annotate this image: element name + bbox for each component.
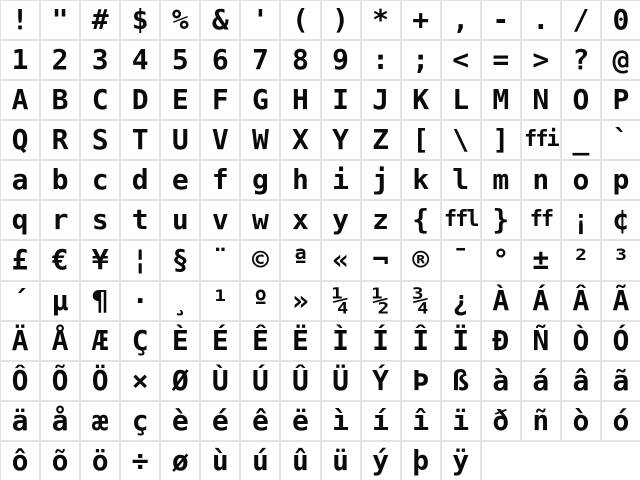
glyph-cell: < (442, 41, 480, 79)
glyph-cell: & (201, 1, 239, 39)
glyph-cell: û (281, 442, 319, 480)
glyph-cell: a (1, 161, 39, 199)
glyph-cell: ü (322, 442, 360, 480)
glyph-cell: ¢ (602, 201, 640, 239)
glyph-cell: ê (241, 402, 279, 440)
glyph-cell: ! (1, 1, 39, 39)
glyph-cell: - (482, 1, 520, 39)
glyph-cell: } (482, 201, 520, 239)
glyph-cell: ï (442, 402, 480, 440)
glyph-cell: 8 (281, 41, 319, 79)
glyph-cell: ² (562, 241, 600, 279)
glyph-cell: Ã (602, 282, 640, 320)
glyph-cell: ff (522, 201, 560, 239)
glyph-cell: ö (81, 442, 119, 480)
glyph-cell: Ç (121, 322, 159, 360)
glyph-cell: À (482, 282, 520, 320)
glyph-cell: ¸ (161, 282, 199, 320)
glyph-cell: € (41, 241, 79, 279)
glyph-cell: : (362, 41, 400, 79)
glyph-cell: P (602, 81, 640, 119)
glyph-cell: þ (402, 442, 440, 480)
glyph-cell: A (1, 81, 39, 119)
glyph-cell: ] (482, 121, 520, 159)
glyph-cell: y (322, 201, 360, 239)
glyph-cell: C (81, 81, 119, 119)
glyph-cell: O (562, 81, 600, 119)
glyph-cell: R (41, 121, 79, 159)
glyph-cell: e (161, 161, 199, 199)
glyph-cell: 3 (81, 41, 119, 79)
glyph-cell: Ö (81, 362, 119, 400)
glyph-cell: ë (281, 402, 319, 440)
glyph-cell: l (442, 161, 480, 199)
glyph-cell: ù (201, 442, 239, 480)
glyph-cell: Ô (1, 362, 39, 400)
glyph-cell: » (281, 282, 319, 320)
glyph-cell: W (241, 121, 279, 159)
glyph-cell: T (121, 121, 159, 159)
glyph-cell: 5 (161, 41, 199, 79)
glyph-cell: ½ (362, 282, 400, 320)
glyph-cell: d (121, 161, 159, 199)
glyph-cell: J (362, 81, 400, 119)
glyph-cell: " (41, 1, 79, 39)
glyph-cell: Î (402, 322, 440, 360)
glyph-cell: / (562, 1, 600, 39)
glyph-cell: ÿ (442, 442, 480, 480)
glyph-cell: ª (281, 241, 319, 279)
glyph-cell: Y (322, 121, 360, 159)
glyph-cell: § (161, 241, 199, 279)
glyph-cell: Ð (482, 322, 520, 360)
glyph-cell: Q (1, 121, 39, 159)
glyph-cell: g (241, 161, 279, 199)
glyph-cell: Æ (81, 322, 119, 360)
glyph-cell: å (41, 402, 79, 440)
glyph-cell: ¦ (121, 241, 159, 279)
glyph-cell: ì (322, 402, 360, 440)
glyph-cell: ¬ (362, 241, 400, 279)
glyph-cell: ¶ (81, 282, 119, 320)
glyph-cell: \ (442, 121, 480, 159)
glyph-cell: f (201, 161, 239, 199)
glyph-cell: k (402, 161, 440, 199)
glyph-cell: 7 (241, 41, 279, 79)
glyph-cell: z (362, 201, 400, 239)
glyph-cell: c (81, 161, 119, 199)
glyph-cell: ) (322, 1, 360, 39)
glyph-cell: ç (121, 402, 159, 440)
glyph-cell: Þ (402, 362, 440, 400)
glyph-cell: p (602, 161, 640, 199)
glyph-cell: Z (362, 121, 400, 159)
glyph-cell: ¡ (562, 201, 600, 239)
glyph-cell: Í (362, 322, 400, 360)
glyph-cell: B (41, 81, 79, 119)
glyph-cell: è (161, 402, 199, 440)
glyph-cell: ñ (522, 402, 560, 440)
glyph-cell: 4 (121, 41, 159, 79)
glyph-cell: Ó (602, 322, 640, 360)
glyph-cell: X (281, 121, 319, 159)
glyph-cell: ® (402, 241, 440, 279)
glyph-cell: 9 (322, 41, 360, 79)
glyph-cell: É (201, 322, 239, 360)
glyph-cell: Ï (442, 322, 480, 360)
glyph-cell: © (241, 241, 279, 279)
glyph-cell: ß (442, 362, 480, 400)
glyph-cell: D (121, 81, 159, 119)
glyph-cell: x (281, 201, 319, 239)
glyph-cell: Ù (201, 362, 239, 400)
glyph-cell: ã (602, 362, 640, 400)
glyph-cell: ¾ (402, 282, 440, 320)
glyph-cell: + (402, 1, 440, 39)
glyph-cell: M (482, 81, 520, 119)
glyph-cell: Ñ (522, 322, 560, 360)
glyph-cell: Ë (281, 322, 319, 360)
glyph-cell: º (241, 282, 279, 320)
glyph-cell: @ (602, 41, 640, 79)
glyph-cell: ³ (602, 241, 640, 279)
glyph-cell: ú (241, 442, 279, 480)
glyph-cell: E (161, 81, 199, 119)
glyph-cell: 0 (602, 1, 640, 39)
glyph-cell: S (81, 121, 119, 159)
glyph-cell: m (482, 161, 520, 199)
glyph-cell: Ú (241, 362, 279, 400)
glyph-cell: ( (281, 1, 319, 39)
glyph-cell: L (442, 81, 480, 119)
glyph-cell: q (1, 201, 39, 239)
glyph-cell: 2 (41, 41, 79, 79)
glyph-cell: ; (402, 41, 440, 79)
glyph-cell: N (522, 81, 560, 119)
glyph-cell: V (201, 121, 239, 159)
glyph-cell: ÷ (121, 442, 159, 480)
glyph-cell: Ä (1, 322, 39, 360)
glyph-cell: K (402, 81, 440, 119)
glyph-cell: G (241, 81, 279, 119)
glyph-cell: ? (562, 41, 600, 79)
glyph-cell: Ê (241, 322, 279, 360)
glyph-cell: ` (602, 121, 640, 159)
glyph-cell: î (402, 402, 440, 440)
glyph-cell: ¨ (201, 241, 239, 279)
glyph-cell: ¯ (442, 241, 480, 279)
glyph-cell: H (281, 81, 319, 119)
glyph-cell: ò (562, 402, 600, 440)
glyph-cell: ô (1, 442, 39, 480)
glyph-cell: ð (482, 402, 520, 440)
glyph-cell: u (161, 201, 199, 239)
glyph-cell: i (322, 161, 360, 199)
glyph-cell: á (522, 362, 560, 400)
glyph-cell: Ø (161, 362, 199, 400)
glyph-cell: È (161, 322, 199, 360)
glyph-cell: ' (241, 1, 279, 39)
glyph-cell: à (482, 362, 520, 400)
glyph-cell: Ü (322, 362, 360, 400)
glyph-cell: ý (362, 442, 400, 480)
glyph-cell: > (522, 41, 560, 79)
glyph-cell: í (362, 402, 400, 440)
glyph-cell: j (362, 161, 400, 199)
glyph-cell: U (161, 121, 199, 159)
glyph-cell: v (201, 201, 239, 239)
empty-area (482, 442, 640, 480)
glyph-cell: b (41, 161, 79, 199)
glyph-cell: ffi (522, 121, 560, 159)
glyph-cell: I (322, 81, 360, 119)
glyph-cell: ° (482, 241, 520, 279)
glyph-cell: ¼ (322, 282, 360, 320)
glyph-cell: 1 (1, 41, 39, 79)
glyph-cell: ¹ (201, 282, 239, 320)
glyph-cell: × (121, 362, 159, 400)
glyph-cell: Å (41, 322, 79, 360)
glyph-cell: w (241, 201, 279, 239)
glyph-cell: n (522, 161, 560, 199)
glyph-cell: F (201, 81, 239, 119)
glyph-cell: Ý (362, 362, 400, 400)
glyph-cell: ä (1, 402, 39, 440)
glyph-cell: _ (562, 121, 600, 159)
glyph-cell: ¿ (442, 282, 480, 320)
glyph-cell: ´ (1, 282, 39, 320)
glyph-cell: ± (522, 241, 560, 279)
glyph-cell: Ì (322, 322, 360, 360)
glyph-cell: r (41, 201, 79, 239)
glyph-cell: { (402, 201, 440, 239)
glyph-cell: Ò (562, 322, 600, 360)
glyph-cell: õ (41, 442, 79, 480)
glyph-cell: µ (41, 282, 79, 320)
glyph-cell: h (281, 161, 319, 199)
glyph-cell: 6 (201, 41, 239, 79)
glyph-cell: ¥ (81, 241, 119, 279)
glyph-cell: £ (1, 241, 39, 279)
glyph-cell: â (562, 362, 600, 400)
glyph-cell: « (322, 241, 360, 279)
glyph-cell: s (81, 201, 119, 239)
glyph-cell: Á (522, 282, 560, 320)
glyph-cell: æ (81, 402, 119, 440)
glyph-cell: ø (161, 442, 199, 480)
glyph-cell: % (161, 1, 199, 39)
glyph-cell: # (81, 1, 119, 39)
glyph-cell: ó (602, 402, 640, 440)
glyph-cell: o (562, 161, 600, 199)
glyph-cell: Û (281, 362, 319, 400)
glyph-cell: = (482, 41, 520, 79)
glyph-cell: é (201, 402, 239, 440)
glyph-cell: ffl (442, 201, 480, 239)
glyph-cell: t (121, 201, 159, 239)
glyph-cell: Â (562, 282, 600, 320)
glyph-cell: * (362, 1, 400, 39)
glyph-cell: . (522, 1, 560, 39)
glyph-cell: Õ (41, 362, 79, 400)
glyph-cell: [ (402, 121, 440, 159)
glyph-cell: $ (121, 1, 159, 39)
glyph-cell: · (121, 282, 159, 320)
glyph-cell: , (442, 1, 480, 39)
